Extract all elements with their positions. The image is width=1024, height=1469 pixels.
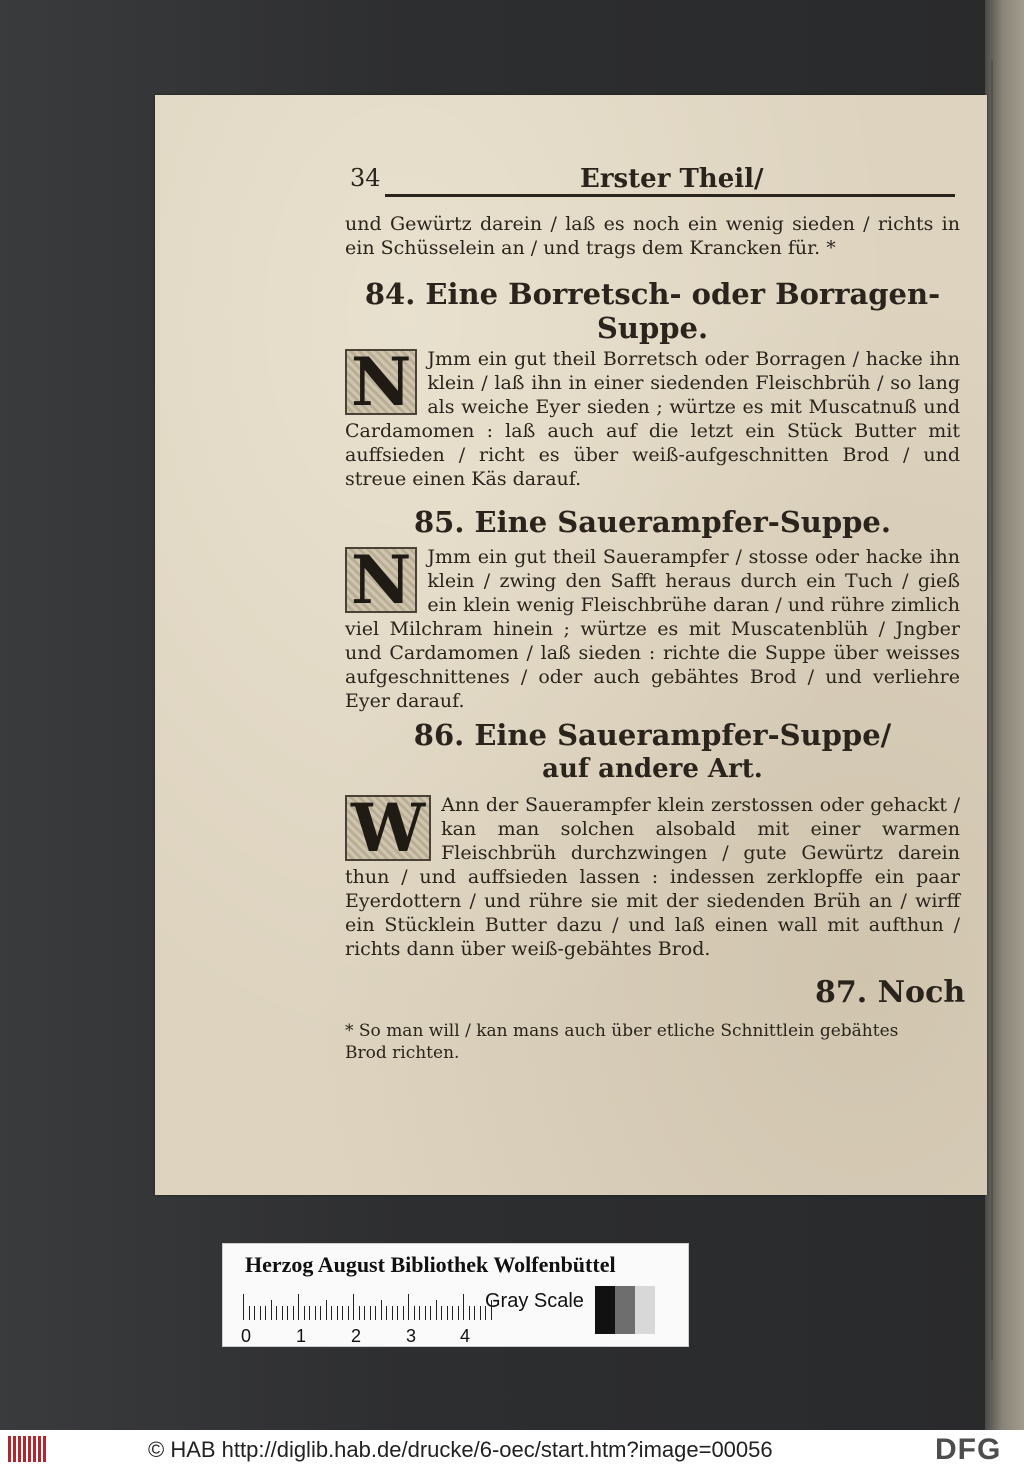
page-header [350, 160, 955, 200]
ruler-tick [430, 1306, 431, 1320]
page-number: 34 [350, 164, 381, 192]
ruler-label: 3 [406, 1326, 417, 1346]
footnote: * So man will / kan mans auch über etliche Schnittlein gebähtes Brod richten. [345, 1021, 899, 1063]
ruler-tick [276, 1306, 277, 1320]
ruler-tick [447, 1306, 448, 1320]
ruler-tick [342, 1306, 343, 1320]
library-name: Herzog August Bibliothek Wolfenbüttel [245, 1252, 616, 1277]
header-rule [385, 194, 955, 197]
catchword: 87. Noch [815, 975, 966, 1010]
recipe-86-title [345, 718, 960, 786]
ruler-tick [271, 1300, 272, 1320]
running-head: Erster Theil/ [580, 164, 764, 194]
recipe-85-title: 85. Eine Sauerampfer-Suppe. [414, 505, 891, 539]
ruler-label: 2 [351, 1326, 362, 1346]
ruler-tick [425, 1306, 426, 1320]
ruler-tick [375, 1306, 376, 1320]
ruler-tick [243, 1294, 244, 1320]
color-calibration-bar [222, 1243, 689, 1347]
gray-swatch-mid [615, 1286, 635, 1334]
recipe-86-body [345, 789, 960, 961]
hab-barcode-icon [8, 1436, 48, 1462]
ruler-tick [348, 1306, 349, 1320]
ruler-tick [370, 1306, 371, 1320]
facing-page-edge [985, 0, 1024, 1430]
ruler-tick [469, 1306, 470, 1320]
logo-bar [13, 1436, 16, 1462]
recipe-84-title: 84. Eine Borretsch- oder Borragen- Suppe. [364, 277, 941, 345]
logo-bar [23, 1436, 26, 1462]
ruler-tick [381, 1300, 382, 1320]
logo-bar [18, 1436, 21, 1462]
gray-swatch-black [595, 1286, 615, 1334]
ruler-tick [458, 1306, 459, 1320]
ruler-tick [452, 1306, 453, 1320]
ruler-label: 0 [241, 1326, 252, 1346]
copyright-url[interactable]: © HAB http://diglib.hab.de/drucke/6-oec/start.htm?image=00056 [148, 1437, 773, 1462]
viewer-footer [0, 1430, 1024, 1469]
ruler-tick [337, 1306, 338, 1320]
ruler-tick [397, 1306, 398, 1320]
ruler-tick [441, 1306, 442, 1320]
ruler-tick [414, 1306, 415, 1320]
logo-bar [8, 1436, 11, 1462]
ruler-tick [474, 1306, 475, 1320]
recipe-85-body [345, 541, 960, 713]
ruler-tick [320, 1306, 321, 1320]
continued-text: und Gewürtz darein / laß es noch ein wenig sieden / richts in ein Schüsselein an / und trags dem Krancken für. * [345, 213, 960, 259]
ruler-tick [364, 1306, 365, 1320]
ruler-tick [282, 1306, 283, 1320]
ruler-tick [403, 1306, 404, 1320]
drop-cap-w: W [345, 795, 431, 861]
ruler-tick [260, 1306, 261, 1320]
dfg-logo: DFG [935, 1433, 1002, 1466]
ruler-tick [293, 1306, 294, 1320]
ruler-tick [331, 1306, 332, 1320]
ruler-tick [287, 1306, 288, 1320]
ruler-tick [359, 1306, 360, 1320]
ruler-tick [304, 1306, 305, 1320]
ruler-tick [298, 1294, 299, 1320]
ruler-tick [254, 1306, 255, 1320]
ruler-tick [249, 1306, 250, 1320]
recipe-86-subtitle: auf andere Art. [542, 754, 763, 784]
ruler-label: 4 [460, 1326, 471, 1346]
drop-cap-n: N [345, 547, 417, 613]
recipe-84-body [345, 343, 960, 491]
ruler-tick [326, 1300, 327, 1320]
recipe-85-text: Jmm ein gut theil Sauerampfer / stosse oder hacke ihn klein / zwing den Safft heraus durch ein Tuch / gieß ein klein wenig Fleischbrühe daran / und rühre zimlich viel Milchram hinein ; würtze es mit Muscatenblüh / Jngber und Cardamomen / laß sieden : richte die Suppe über weisses aufgeschnittenes / oder auch gebähtes Brod / und verliehre Eyer darauf. [345, 546, 960, 712]
ruler-tick [353, 1294, 354, 1320]
gray-scale-label: Gray Scale [485, 1290, 584, 1312]
ruler-tick [392, 1306, 393, 1320]
logo-bar [28, 1436, 31, 1462]
logo-bar [43, 1436, 46, 1462]
recipe-86-text: Ann der Sauerampfer klein zerstossen oder gehackt / kan man solchen alsobald mit einer warmen Fleischbrüh durchzwingen / gute Gewürtz darein thun / und auffsieden lassen : indessen zerklopffe ein paar Eyerdottern / und rühre sie mit der siedenden Brüh an / wirff ein Stücklein Butter dazu / und laß einen wall mit aufthun / richts dann über weiß-gebähtes Brod. [345, 794, 960, 960]
measurement-ruler [243, 1294, 493, 1320]
logo-bar [33, 1436, 36, 1462]
ruler-tick [419, 1306, 420, 1320]
drop-cap-n: N [345, 349, 417, 415]
ruler-tick [315, 1306, 316, 1320]
gray-swatch-light [635, 1286, 655, 1334]
ruler-tick [386, 1306, 387, 1320]
logo-bar [38, 1436, 41, 1462]
ruler-tick [408, 1294, 409, 1320]
ruler-tick [480, 1306, 481, 1320]
recipe-84-text: Jmm ein gut theil Borretsch oder Borragen / hacke ihn klein / laß ihn in einer siedenden Fleischbrüh / so lang als weiche Eyer sieden ; würtze es mit Muscatnuß und Cardamomen : laß auch auf die letzt ein Stück Butter mit auffsieden / richt es über weiß-aufgeschnitten Brod / und streue einen Käs darauf. [345, 348, 960, 490]
ruler-tick [309, 1306, 310, 1320]
ruler-tick [436, 1300, 437, 1320]
ruler-label: 1 [296, 1326, 307, 1346]
ruler-tick [463, 1294, 464, 1320]
recipe-86-heading: 86. Eine Sauerampfer-Suppe/ [413, 718, 892, 752]
ruler-tick [265, 1306, 266, 1320]
